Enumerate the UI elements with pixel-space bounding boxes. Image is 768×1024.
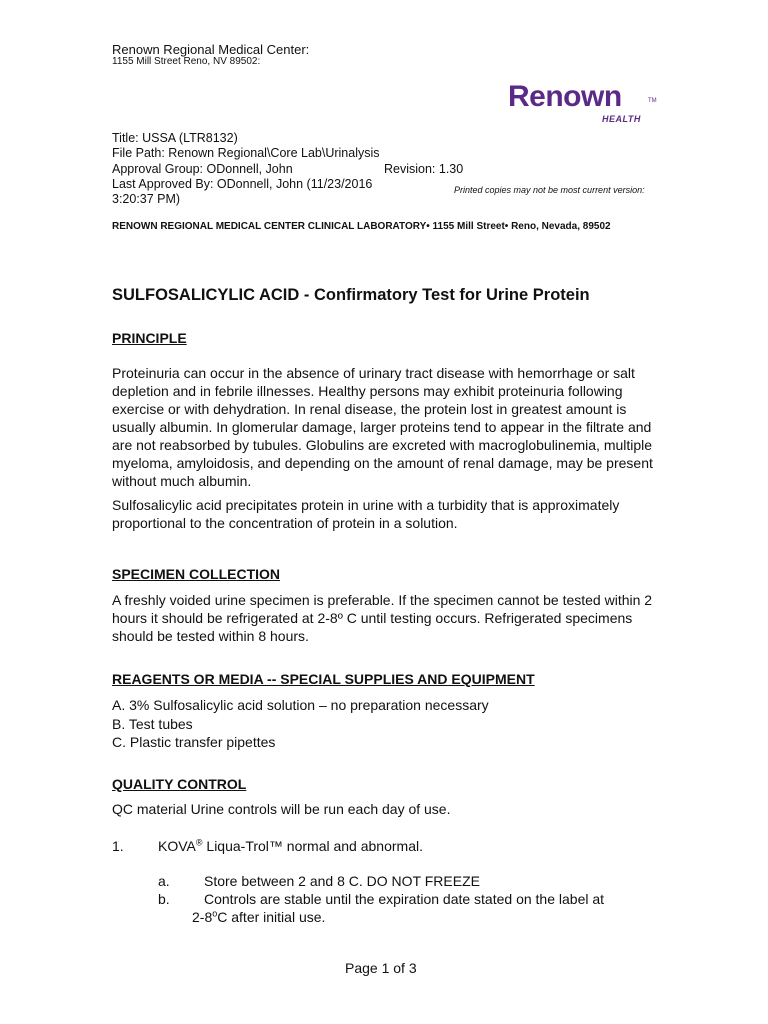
qc-item-text-post: Liqua-Trol™ normal and abnormal. bbox=[202, 838, 423, 854]
printed-copies-note: Printed copies may not be most current version: bbox=[454, 185, 645, 195]
lab-address-line: RENOWN REGIONAL MEDICAL CENTER CLINICAL LABORATORY• 1155 Mill Street• Reno, Nevada, 89502 bbox=[112, 221, 611, 232]
qc-sub-text-b: Controls are stable until the expiration date stated on the label at bbox=[204, 891, 605, 907]
organization-name: Renown Regional Medical Center: bbox=[112, 42, 310, 57]
principle-heading: PRINCIPLE bbox=[112, 330, 187, 346]
logo-subtitle: HEALTH bbox=[602, 114, 641, 124]
principle-paragraph-2: Sulfosalicylic acid precipitates protein in urine with a turbidity that is approximately proportional to the concentration of protein in a solution. bbox=[112, 497, 620, 531]
quality-control-heading: QUALITY CONTROL bbox=[112, 776, 247, 792]
list-item: A. 3% Sulfosalicylic acid solution – no preparation necessary bbox=[112, 697, 489, 713]
qc-item-number: 1. bbox=[112, 838, 124, 854]
qc-sub-letter-a: a. bbox=[158, 873, 170, 889]
qc-sub-letter-b: b. bbox=[158, 891, 170, 907]
specimen-collection-paragraph: A freshly voided urine specimen is preferable. If the specimen cannot be tested within 2 hours it should be refrigerated at 2-8º C until testing occurs. Refrigerated specimens should be tested within 8 hours. bbox=[112, 592, 653, 644]
list-item: C. Plastic transfer pipettes bbox=[112, 734, 276, 750]
doc-meta-last-approved: Last Approved By: ODonnell, John (11/23/2016 bbox=[112, 177, 373, 191]
page-number: Page 1 of 3 bbox=[345, 960, 417, 976]
list-item: B. Test tubes bbox=[112, 715, 193, 732]
qc-item-text bbox=[158, 838, 423, 854]
reagents-heading: REAGENTS OR MEDIA -- SPECIAL SUPPLIES AND EQUIPMENT bbox=[112, 671, 535, 687]
qc-sub-text-b-continued bbox=[192, 909, 325, 925]
doc-meta-file-path: File Path: Renown Regional\Core Lab\Urinalysis bbox=[112, 146, 380, 160]
registered-mark: ® bbox=[195, 837, 203, 848]
organization-address: 1155 Mill Street Reno, NV 89502: bbox=[112, 56, 261, 67]
temp-unit-text: C after initial use. bbox=[217, 909, 326, 925]
doc-meta-last-approved-time: 3:20:37 PM) bbox=[112, 192, 181, 206]
logo-wordmark: Renown bbox=[508, 80, 622, 113]
specimen-collection-heading: SPECIMEN COLLECTION bbox=[112, 566, 281, 582]
document-title: SULFOSALICYLIC ACID - Confirmatory Test for Urine Protein bbox=[112, 286, 590, 304]
doc-meta-title: Title: USSA (LTR8132) bbox=[112, 131, 238, 145]
logo-trademark: TM bbox=[648, 98, 657, 104]
principle-paragraph-1: Proteinuria can occur in the absence of urinary tract disease with hemorrhage or salt depletion and in febrile illnesses. Healthy persons may exhibit proteinuria following exercise or with dehydration. In renal disease, the protein lost in greatest amount is usually albumin. In glomerular damage, larger proteins tend to appear in the filtrate and are not reabsorbed by tubules. Globulins are excreted with macroglobulinemia, multiple myeloma, amyloidosis, and depending on the amount of renal damage, may be present without much albumin. bbox=[112, 365, 653, 489]
doc-meta-revision: Revision: 1.30 bbox=[384, 162, 464, 176]
doc-meta-approval-group: Approval Group: ODonnell, John bbox=[112, 162, 293, 176]
degree-mark: o bbox=[212, 908, 218, 919]
qc-sub-text-a: Store between 2 and 8 C. DO NOT FREEZE bbox=[204, 873, 480, 889]
renown-logo bbox=[508, 80, 658, 124]
reagents-list bbox=[112, 696, 489, 752]
temp-range: 2-8 bbox=[192, 909, 213, 925]
quality-control-intro: QC material Urine controls will be run each day of use. bbox=[112, 801, 451, 817]
qc-item-text-pre: KOVA bbox=[158, 838, 196, 854]
